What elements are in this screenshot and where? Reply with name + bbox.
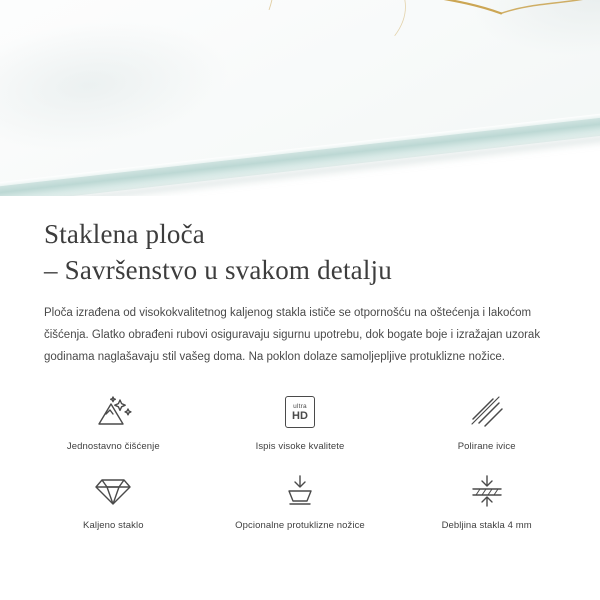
feature-label: Debljina stakla 4 mm [441,520,532,531]
feature-item-tempered-glass [20,469,207,532]
feature-label: Kaljeno staklo [83,520,144,531]
headline-line-1: Staklena ploča [44,219,205,249]
badge-top-text: ultra [293,402,307,410]
polished-edges-icon [469,390,505,434]
feature-label: Opcionalne protuklizne nožice [235,520,365,531]
hero-image [0,0,600,196]
feature-item-polished-edges [393,390,580,453]
ultra-hd-badge [285,396,315,428]
diamond-icon [93,469,133,513]
content-block [0,196,600,368]
headline-line-2: – Savršenstvo u svakom detalju [44,255,392,285]
feature-item-easy-cleaning [20,390,207,453]
feature-item-print-quality [207,390,394,453]
description-paragraph: Ploča izrađena od visokokvalitetnog kaljenog stakla ističe se otpornošću na oštećenja i lakoćom čišćenja. Glatko obrađeni rubovi osiguravaju sigurnu upotrebu, dok bogate boje i izražajan uzorak godinama naglašavaju stil vašeg doma. Na poklon dolaze samoljepljive protuklizne nožice. [44,307,541,363]
feature-label: Jednostavno čišćenje [66,441,160,452]
feature-label: Polirane ivice [457,441,516,452]
thickness-icon [468,469,506,513]
ultra-hd-icon [285,390,315,434]
sparkle-cloth-icon [93,390,133,434]
badge-bottom-text: HD [292,409,308,422]
anti-slip-feet-icon [281,469,319,513]
feature-grid [0,390,600,532]
feature-label: Ispis visoke kvalitete [255,441,345,452]
feature-item-anti-slip-feet [207,469,394,532]
feature-item-thickness [393,469,580,532]
page-title [44,196,556,288]
